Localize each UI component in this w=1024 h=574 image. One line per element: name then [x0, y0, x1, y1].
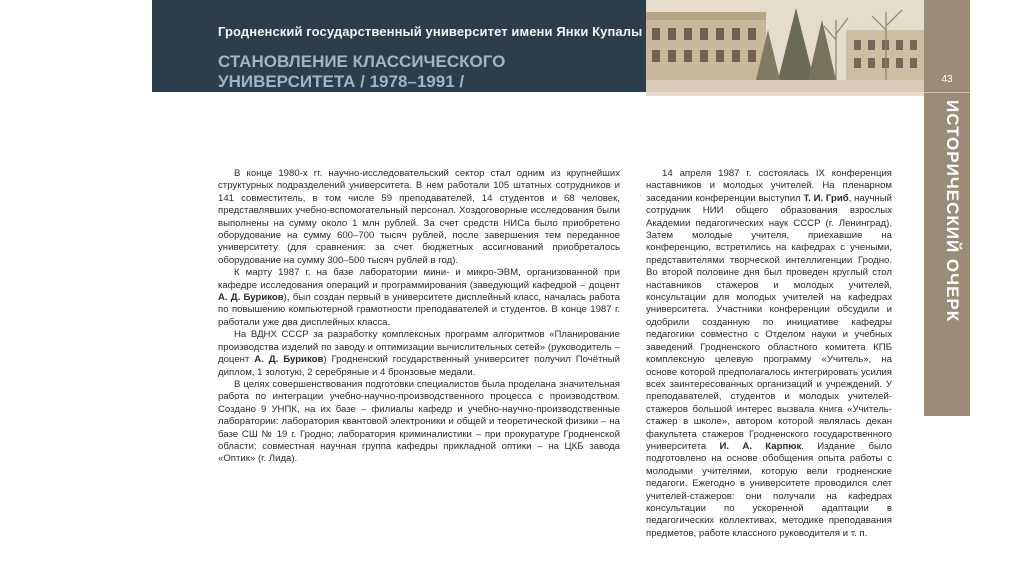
- paragraph: В конце 1980-х гг. научно-исследовательский сектор стал одним из крупнейших структурных подразделений университета. В нем работали 105 штатных сотрудников и 141 совместитель, в том числе 59 преподавателей, 14 студентов и 68 человек, представлявших учебно-вспомогательный персонал. Хоздоговорные исследования были выполнены на сумму около 1 млн рублей. За счет средств НИСа было приобретено оборудование на сумму 600–700 тысяч рублей, после завершения тем переданное университету (для сравнения: за счет бюджетных ассигнований приобреталось оборудование на сумму 300–500 тысяч рублей в год).: [218, 168, 620, 266]
- page-header: [152, 0, 646, 92]
- paragraph: В целях совершенствования подготовки специалистов была проделана значительная работа по интеграции учебно-научно-производственного процесса с производством. Создано 9 УНПК, на их базе – филиалы кафедр и учебно-научно-производственные лаборатории: лаборатория квантовой электроники и общей и теоретической физики – на базе СШ № 19 г. Гродно; лаборатория криминалистики – при прокуратуре Гродненской области; совместная научная группа кафедры прикладной оптики – на ЦКБ завода «Оптик» (г. Лида).: [218, 378, 620, 465]
- chapter-tab: [924, 0, 970, 416]
- page-number: 43: [941, 74, 953, 85]
- paragraph: [218, 329, 620, 379]
- left-text-column: [218, 168, 620, 466]
- paragraph: [646, 168, 892, 540]
- text-span: 14 апреля 1987 г. состоялась IX конференция наставников и молодых учителей. На пленарном заседании конференции выступил: [646, 168, 892, 204]
- campus-photo: [646, 0, 924, 92]
- text-span: , научный сотрудник НИИ общего образования взрослых Академии педагогических наук СССР (г. Ленинград). Затем молодые учителя, приехавшие на конференцию, встретились на кафедрах с учеными, представителями творческой интеллигенции Гродно. Во второй половине дня был проведен круглый стол наставников стажеров и молодых учителей, консультации для молодых учителей на кафедрах университета. Участники конференции обсудили и одобрили созданную по инициативе кафедры педагогики совместно с Отделом науки и учебных заведений Гродненского областного комитета КПБ комплексную целевую программу «Учитель», на основе которой предполагалось интегрировать усилия всех заинтересованных организаций и учреждений. У преподавателей, студентов и молодых учителей-стажеров большой интерес вызвала книга «Учитель-стажер в школе», автором которой являлась декан факультета стажеров Гродненского государственного университета: [646, 192, 892, 452]
- paragraph: [218, 267, 620, 329]
- person-name: А. Д. Буриков: [254, 354, 324, 366]
- campus-photo-illustration: [646, 0, 924, 92]
- right-text-column: [646, 168, 892, 540]
- text-span: ) Гродненский государственный университет получил Почётный диплом, 1 золотую, 2 серебряные и 4 бронзовые медали.: [218, 354, 621, 378]
- section-title: СТАНОВЛЕНИЕ КЛАССИЧЕСКОГО УНИВЕРСИТЕТА / 1978–1991 /: [218, 52, 506, 91]
- chapter-label: ИСТОРИЧЕСКИЙ ОЧЕРК: [943, 100, 962, 323]
- person-name: И. А. Карпюк: [719, 440, 802, 452]
- tab-divider: [924, 92, 970, 93]
- text-span: К марту 1987 г. на базе лаборатории мини- и микро-ЭВМ, организованной при кафедре исследования операций и программирования (заведующий кафедрой – доцент: [218, 267, 620, 291]
- photo-underline: [646, 92, 924, 96]
- text-span: . Издание было подготовлено на основе обобщения опыта работы с молодыми учителями, которую вели гродненские педагоги. Ежегодно в университете проводился слет учителей-стажеров: они получали на кафедрах консультации по ускоренной адаптации в педагогических коллективах, методике преподавания предметов, работе классного руководителя и т. п.: [646, 440, 892, 539]
- university-name: Гродненский государственный университет имени Янки Купалы: [218, 24, 643, 39]
- person-name: Т. И. Гриб: [803, 192, 849, 204]
- text-span: На ВДНХ СССР за разработку комплексных программ алгоритмов «Планирование производства изделий по заводу и оптимизации вычислительных сетей» (руководитель – доцент: [218, 329, 620, 366]
- person-name: А. Д. Буриков: [218, 292, 284, 304]
- text-span: ), был создан первый в университете дисплейный класс, началась работа по повышению компьютерной грамотности преподавателей и студентов. В конце 1987 г. работали уже два дисплейных класса.: [218, 292, 620, 328]
